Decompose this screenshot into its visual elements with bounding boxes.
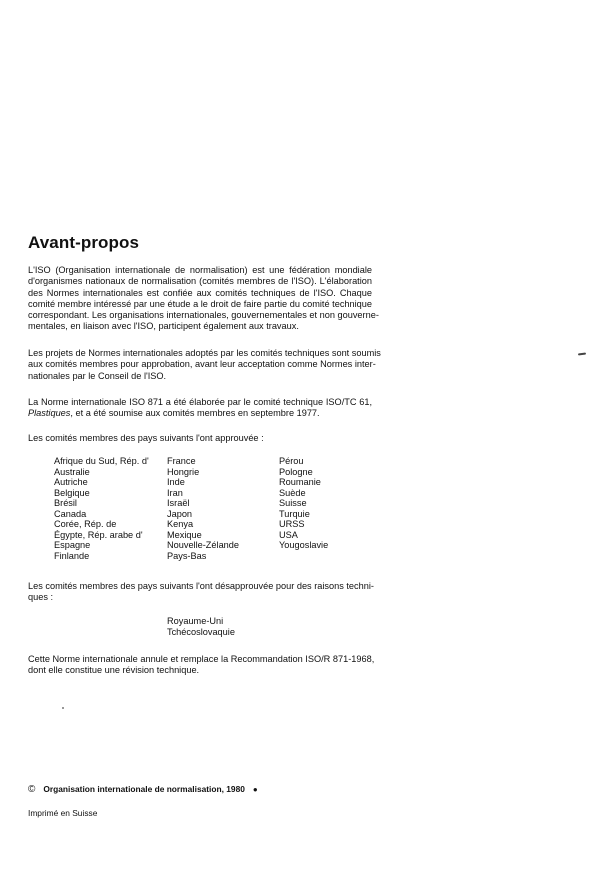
text-line: des Normes internationales est confiée aux comités techniques de l'ISO. Chaque: [28, 287, 372, 298]
country-item: Iran: [167, 487, 183, 498]
country-item: Brésil: [54, 498, 77, 508]
country-item: Belgique: [54, 487, 90, 498]
foreword-paragraph-iso: [28, 265, 379, 333]
foreword-paragraph-iso871: [28, 397, 372, 420]
text-line: [28, 408, 372, 419]
country-item: Pays-Bas: [167, 550, 207, 561]
country-item: Suède: [279, 487, 306, 498]
foreword-paragraph-approval: [28, 348, 381, 382]
disapproval-intro: [28, 581, 372, 604]
country-item: Hongrie: [167, 466, 200, 477]
page-title: Avant-propos: [28, 233, 140, 252]
copyright-icon: ©: [28, 784, 36, 795]
country-item: Roumanie: [279, 477, 321, 487]
country-item: Australie: [54, 466, 90, 477]
text-line: comité membre intéressé par une étude a le droit de faire partie du comité technique: [28, 298, 372, 309]
country-item: Japon: [167, 508, 193, 519]
text-fragment: , et a été soumise aux comités membres en septembre 1977.: [70, 408, 320, 419]
country-item: Inde: [167, 477, 185, 487]
country-item: Yougoslavie: [279, 540, 329, 550]
replacement-note: [28, 654, 375, 677]
country-item: Autriche: [54, 477, 88, 487]
text-line: mentales, en liaison avec l'ISO, participent également aux travaux.: [28, 321, 299, 332]
country-item: Mexique: [167, 529, 202, 540]
country-column-2: [167, 456, 239, 561]
text-line: Les comités membres des pays suivants l'ont approuvée :: [28, 433, 264, 443]
country-item: Finlande: [54, 550, 90, 561]
text-line: Les comités membres des pays suivants l'ont désapprouvée pour des raisons techni-: [28, 581, 374, 591]
text-line: Cette Norme internationale annule et remplace la Recommandation ISO/R 871-1968,: [28, 654, 375, 664]
country-item: Tchécoslovaquie: [167, 626, 235, 637]
country-item: France: [167, 456, 196, 466]
text-line: La Norme internationale ISO 871 a été élaborée par le comité technique ISO/TC 61,: [28, 397, 372, 407]
country-item: URSS: [279, 519, 305, 529]
text-line: nationales par le Conseil de l'ISO.: [28, 370, 167, 381]
country-item: Kenya: [167, 519, 194, 529]
text-line: d'organismes nationaux de normalisation (comités membres de l'ISO). L'élaboration: [28, 276, 372, 287]
country-item: Canada: [54, 508, 87, 519]
country-item: Espagne: [54, 540, 91, 550]
country-column-3: [279, 456, 328, 551]
country-item: Pérou: [279, 456, 304, 466]
country-item: USA: [279, 529, 298, 540]
country-item: Pologne: [279, 466, 313, 477]
disapproving-countries-list: [167, 616, 235, 637]
bullet-icon: ●: [252, 785, 258, 794]
country-item: Corée, Rép. de: [54, 519, 117, 529]
country-item: Royaume-Uni: [167, 616, 224, 626]
text-line: aux comités membres pour approbation, avant leur acceptation comme Normes inter-: [28, 359, 376, 370]
scan-artifact: [62, 707, 64, 709]
country-item: Israël: [167, 498, 190, 508]
text-line: dont elle constitue une révision technique.: [28, 665, 200, 676]
scan-artifact: [578, 352, 586, 355]
text-line: correspondant. Les organisations internationales, gouvernementales et non gouverne-: [28, 310, 379, 321]
approval-intro: [28, 433, 372, 444]
copyright-line: [28, 784, 258, 795]
text-line: L'ISO (Organisation internationale de normalisation) est une fédération mondiale: [28, 265, 372, 275]
country-item: Égypte, Rép. arabe d': [54, 529, 143, 540]
country-item: Nouvelle-Zélande: [167, 540, 240, 550]
country-item: Afrique du Sud, Rép. d': [54, 456, 149, 466]
printed-in: Imprimé en Suisse: [28, 808, 98, 818]
country-item: Suisse: [279, 498, 307, 508]
copyright-text: Organisation internationale de normalisation, 1980: [43, 784, 245, 794]
country-item: Turquie: [279, 508, 310, 519]
text-line: ques :: [28, 592, 54, 603]
country-column-1: [54, 456, 149, 561]
text-line: Les projets de Normes internationales adoptés par les comités techniques sont soumis: [28, 348, 381, 358]
committee-name: Plastiques: [28, 408, 71, 419]
